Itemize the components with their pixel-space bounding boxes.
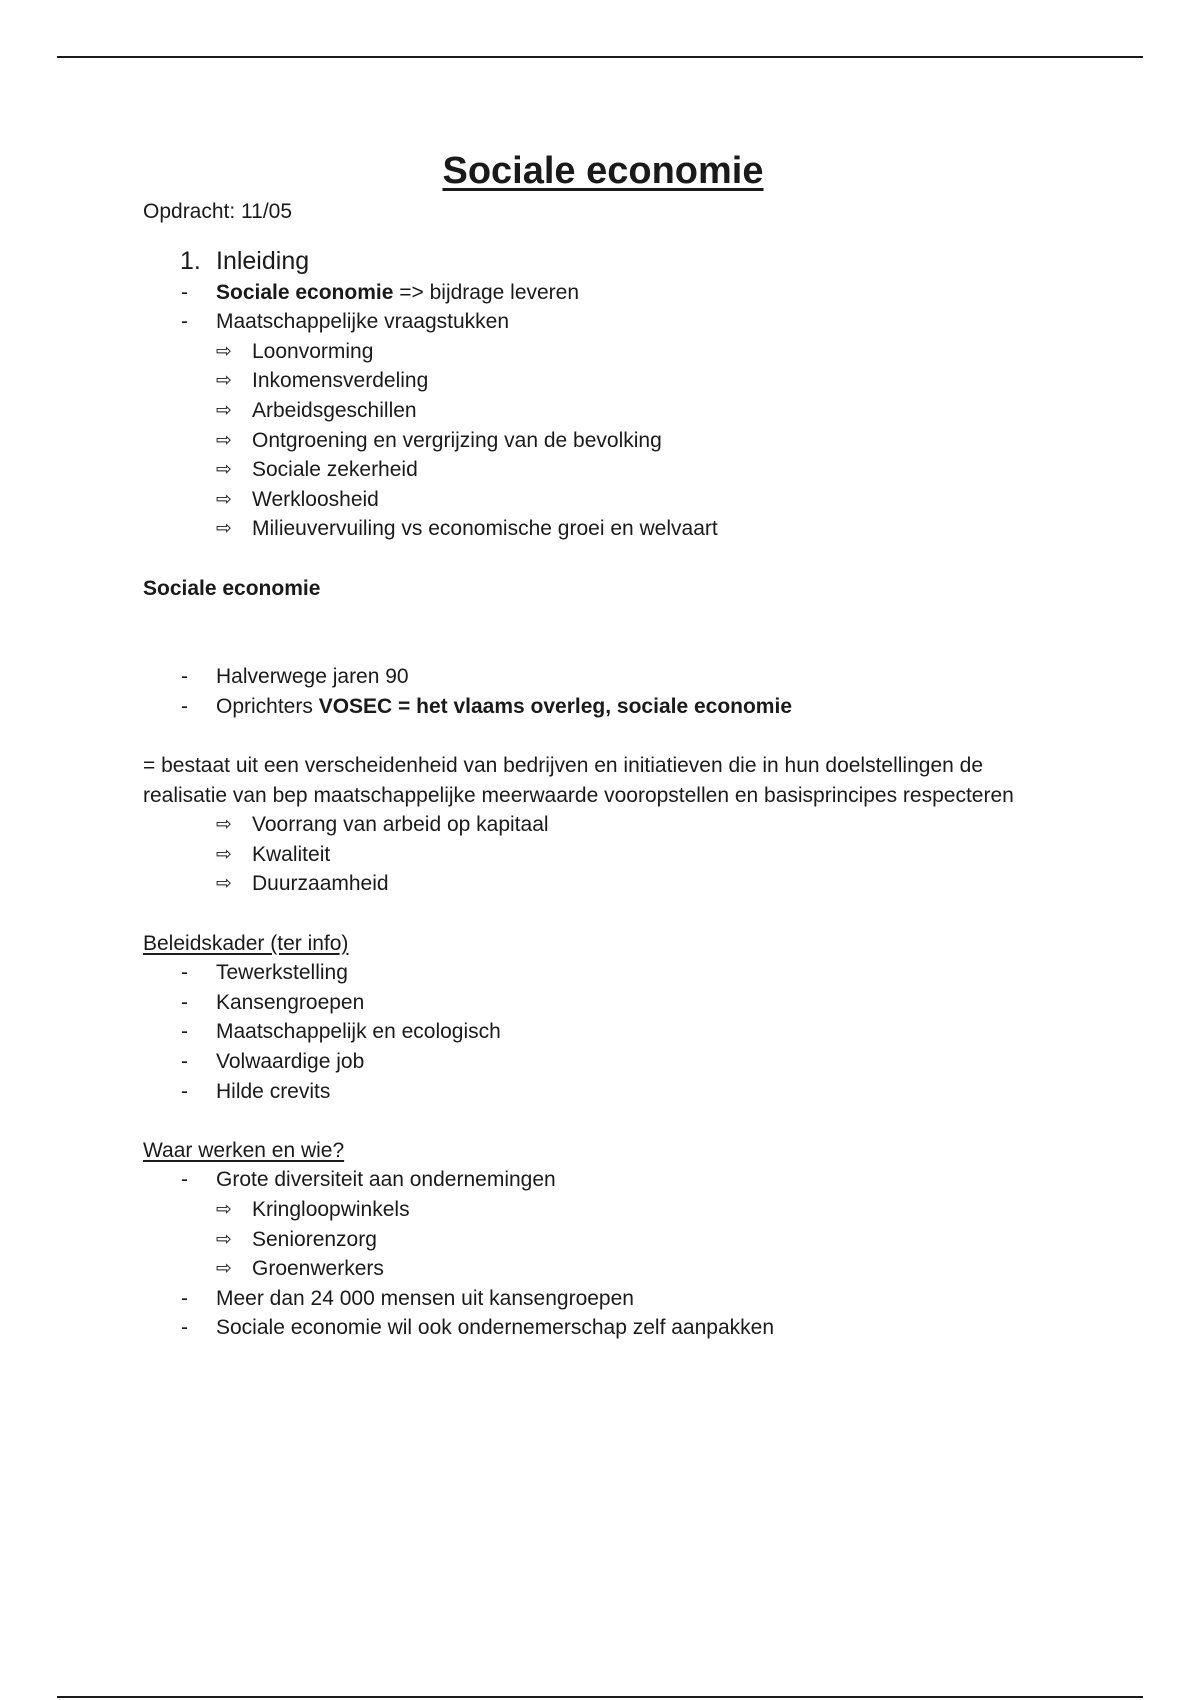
- item-text: Tewerkstelling: [216, 961, 348, 985]
- item-text: Kringloopwinkels: [252, 1198, 410, 1221]
- list-item: [143, 1047, 1063, 1077]
- document-body: [143, 148, 1063, 1343]
- item-text: Oprichters: [216, 694, 319, 718]
- item-text: Volwaardige job: [216, 1050, 365, 1074]
- section-number: 1.: [180, 246, 201, 275]
- arrow-bullet-icon: ⇨: [216, 814, 232, 836]
- sub-list-item: [143, 1225, 1063, 1255]
- section-heading-inleiding: [143, 245, 1063, 278]
- item-text: Grote diversiteit aan ondernemingen: [216, 1168, 556, 1192]
- dash-bullet: -: [181, 1079, 188, 1103]
- sub-list-item: [143, 810, 1063, 840]
- sub-list-item: [143, 840, 1063, 870]
- dash-bullet: -: [181, 1168, 188, 1192]
- subheading-text: Sociale economie: [143, 576, 321, 600]
- sub-list-item: [143, 514, 1063, 544]
- arrow-bullet-icon: ⇨: [216, 1199, 232, 1220]
- arrow-bullet-icon: ⇨: [216, 1258, 232, 1280]
- item-text: Seniorenzorg: [252, 1227, 377, 1251]
- arrow-bullet-icon: ⇨: [216, 399, 232, 421]
- bold-term: VOSEC = het vlaams overleg, sociale economie: [318, 694, 792, 718]
- assignment-date: Opdracht: 11/05: [143, 200, 293, 223]
- list-item: [143, 307, 1063, 337]
- dash-bullet: -: [181, 280, 188, 304]
- item-text: Milieuvervuiling vs economische groei en welvaart: [252, 517, 718, 541]
- list-item: [143, 662, 1063, 692]
- item-text: Werkloosheid: [252, 487, 379, 511]
- item-text: Arbeidsgeschillen: [252, 398, 417, 422]
- sub-list-item: [143, 485, 1063, 515]
- sub-list-item: [143, 366, 1063, 396]
- section-heading-text: Inleiding: [216, 246, 310, 275]
- arrow-bullet-icon: ⇨: [216, 370, 232, 392]
- list-item: [143, 278, 1063, 308]
- spacer: [143, 899, 1063, 929]
- arrow-bullet-icon: ⇨: [216, 873, 232, 895]
- dash-bullet: -: [181, 1020, 188, 1044]
- dash-bullet: -: [181, 665, 188, 689]
- item-text: Duurzaamheid: [252, 872, 389, 896]
- sub-list-item: [143, 337, 1063, 367]
- list-item: [143, 1313, 1063, 1343]
- list-item: [143, 692, 1063, 722]
- sub-list-item: [143, 1254, 1063, 1284]
- item-text: Kansengroepen: [216, 990, 365, 1014]
- arrow-bullet-icon: ⇨: [216, 518, 232, 540]
- item-text: Groenwerkers: [252, 1257, 384, 1281]
- arrow-bullet-icon: ⇨: [216, 429, 232, 451]
- arrow-bullet-icon: ⇨: [216, 340, 232, 362]
- item-text: Sociale economie wil ook ondernemerschap zelf aanpakken: [216, 1316, 774, 1340]
- spacer: [143, 722, 1063, 752]
- item-text: Ontgroening en vergrijzing van de bevolking: [252, 428, 662, 452]
- arrow-bullet-icon: ⇨: [216, 843, 232, 865]
- sub-list-item: [143, 426, 1063, 456]
- item-text: Hilde crevits: [216, 1079, 331, 1103]
- list-item: [143, 1165, 1063, 1195]
- subheading-sociale-economie: [143, 574, 1063, 604]
- dash-bullet: -: [181, 961, 188, 985]
- subheading-text: Beleidskader (ter info): [143, 931, 349, 955]
- arrow-bullet-icon: ⇨: [216, 1228, 232, 1250]
- spacer: [143, 603, 1063, 662]
- item-text: Meer dan 24 000 mensen uit kansengroepen: [216, 1286, 634, 1310]
- definition-paragraph: = bestaat uit een verscheidenheid van bedrijven en initiatieven die in hun doelstellingen de realisatie van bep maatschappelijke meerwaarde vooropstellen en basisprincipes respecteren: [143, 754, 1014, 807]
- dash-bullet: -: [181, 694, 188, 718]
- footer-rule: [57, 1696, 1143, 1698]
- subheading-beleidskader: [143, 929, 1063, 959]
- item-text: Maatschappelijk en ecologisch: [216, 1020, 501, 1044]
- item-text: Inkomensverdeling: [252, 369, 429, 393]
- list-item: [143, 988, 1063, 1018]
- list-item: [143, 1017, 1063, 1047]
- subheading-text: Waar werken en wie?: [143, 1138, 345, 1162]
- spacer: [143, 1106, 1063, 1136]
- dash-bullet: -: [181, 1316, 188, 1340]
- bold-term: Sociale economie: [216, 280, 394, 304]
- sub-list-item: [143, 396, 1063, 426]
- dash-bullet: -: [181, 1050, 188, 1074]
- dash-bullet: -: [181, 1286, 188, 1310]
- arrow-bullet-icon: ⇨: [216, 488, 232, 510]
- dash-bullet: -: [181, 990, 188, 1014]
- header-rule: [57, 56, 1143, 58]
- item-text: Maatschappelijke vraagstukken: [216, 310, 509, 334]
- arrow-bullet-icon: ⇨: [216, 459, 232, 481]
- item-text: Kwaliteit: [252, 842, 331, 866]
- dash-bullet: -: [181, 310, 188, 334]
- sub-list-item: [143, 1195, 1063, 1225]
- item-text: Loonvorming: [252, 339, 374, 363]
- page-title: Sociale economie: [442, 150, 764, 192]
- sub-list-item: [143, 869, 1063, 899]
- list-item: [143, 958, 1063, 988]
- item-text: => bijdrage leveren: [393, 280, 580, 304]
- item-text: Halverwege jaren 90: [216, 665, 409, 689]
- spacer: [143, 544, 1063, 574]
- list-item: [143, 1284, 1063, 1314]
- list-item: [143, 1077, 1063, 1107]
- sub-list-item: [143, 455, 1063, 485]
- item-text: Voorrang van arbeid op kapitaal: [252, 813, 549, 837]
- item-text: Sociale zekerheid: [252, 458, 418, 482]
- subheading-waar-werken: [143, 1136, 1063, 1166]
